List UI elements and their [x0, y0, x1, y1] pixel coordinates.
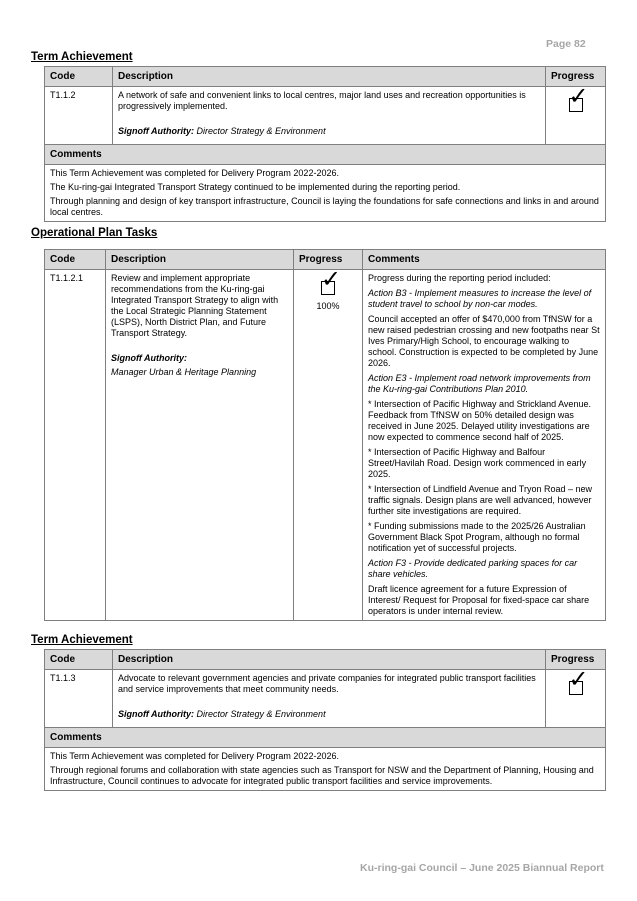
checked-checkbox-icon: ✓ — [568, 83, 589, 110]
comment-line: * Intersection of Lindfield Avenue and Tryon Road – new traffic signals. Design plans are well advanced, however further site investigations are required. — [368, 484, 592, 516]
comment-line: Through regional forums and collaboration with state agencies such as Transport for NSW and the Department of Planning, Housing and Infrastructure, Council continues to advocate for integrated public transport facilities and service improvements. — [50, 765, 594, 786]
term-achievement-heading-2: Term Achievement — [31, 634, 133, 646]
code-header: Code — [45, 250, 106, 270]
progress-header: Progress — [546, 67, 606, 87]
table-row — [45, 270, 606, 621]
comments-cell — [363, 270, 606, 621]
signoff-label: Signoff Authority: — [111, 353, 187, 363]
comments-header: Comments — [45, 145, 606, 165]
table-row — [45, 87, 606, 145]
signoff — [118, 126, 540, 137]
comment-line: Council accepted an offer of $470,000 from TfNSW for a new raised pedestrian crossing and new footpaths near St Ives Primary/High School, to encourage walking to school. Construction is expected to be completed by June 2026. — [368, 314, 600, 368]
signoff-value: Director Strategy & Environment — [196, 126, 326, 136]
description-header: Description — [113, 67, 546, 87]
comment-line: The Ku-ring-gai Integrated Transport Strategy continued to be implemented during the reporting period. — [50, 182, 461, 192]
table-header-row — [45, 650, 606, 670]
operational-plan-table — [44, 249, 606, 621]
footer: Ku-ring-gai Council – June 2025 Biannual Report — [360, 862, 604, 874]
page-number: Page 82 — [546, 38, 586, 50]
comment-line: This Term Achievement was completed for Delivery Program 2022-2026. — [50, 168, 339, 178]
checked-checkbox-icon: ✓ — [568, 666, 589, 693]
signoff-label: Signoff Authority: — [118, 126, 194, 136]
description-cell — [106, 270, 294, 621]
comment-line: Progress during the reporting period included: — [368, 273, 551, 283]
progress-header: Progress — [294, 250, 363, 270]
comments-header: Comments — [363, 250, 606, 270]
description-header: Description — [113, 650, 546, 670]
progress-header: Progress — [546, 650, 606, 670]
signoff-value: Manager Urban & Heritage Planning — [111, 367, 257, 377]
term-achievement-table-1 — [44, 66, 606, 222]
comment-line: * Funding submissions made to the 2025/26 Australian Government Black Spot Program, although no formal notification yet of successful projects. — [368, 521, 586, 553]
progress-cell — [546, 83, 606, 145]
description-cell — [113, 87, 546, 145]
signoff-value: Director Strategy & Environment — [196, 709, 326, 719]
description-header: Description — [106, 250, 294, 270]
code-cell: T1.1.2.1 — [45, 270, 106, 621]
comments-row — [45, 165, 606, 222]
comment-line: * Intersection of Pacific Highway and Strickland Avenue. Feedback from TfNSW on 50% detailed design was received in June 2025. Delayed utility investigations are now expected to commence second half of 2025. — [368, 399, 591, 442]
comment-line: Action F3 - Provide dedicated parking spaces for car share vehicles. — [368, 558, 578, 579]
checked-checkbox-icon: ✓ — [321, 266, 342, 293]
code-header: Code — [45, 650, 113, 670]
term-achievement-table-2 — [44, 649, 606, 791]
comments-cell — [45, 165, 606, 222]
table-header-row — [45, 67, 606, 87]
comments-header-row — [45, 728, 606, 748]
comment-line: Action B3 - Implement measures to increase the level of student travel to school by non-car modes. — [368, 288, 592, 309]
comment-line: Through planning and design of key transport infrastructure, Council is laying the foundations for safe connections and links in and around local centres. — [50, 196, 599, 217]
description-cell — [113, 670, 546, 728]
code-header: Code — [45, 67, 113, 87]
progress-cell — [294, 266, 363, 621]
description-text: Advocate to relevant government agencies and private companies for integrated public transport facilities and service improvements that meet community needs. — [118, 673, 536, 694]
operational-plan-heading: Operational Plan Tasks — [31, 227, 158, 239]
progress-percent: 100% — [316, 301, 340, 311]
comment-line: Action E3 - Implement road network improvements from the Ku-ring-gai Contributions Plan 2010. — [368, 373, 591, 394]
code-cell: T1.1.3 — [45, 670, 113, 728]
description-text: A network of safe and convenient links to local centres, major land uses and recreation opportunities is progressively implemented. — [118, 90, 526, 111]
table-row — [45, 670, 606, 728]
comments-header: Comments — [45, 728, 606, 748]
comments-header-row — [45, 145, 606, 165]
comment-line: * Intersection of Pacific Highway and Balfour Street/Havilah Road. Design work commenced in early 2025. — [368, 447, 587, 479]
comments-row — [45, 748, 606, 791]
signoff — [118, 709, 540, 720]
comment-line: Draft licence agreement for a future Expression of Interest/ Request for Proposal for fixed-space car share operators is under internal review. — [368, 584, 590, 616]
code-cell: T1.1.2 — [45, 87, 113, 145]
term-achievement-heading-1: Term Achievement — [31, 51, 133, 63]
comments-cell — [45, 748, 606, 791]
signoff-label: Signoff Authority: — [118, 709, 194, 719]
progress-cell — [546, 666, 606, 728]
description-text: Review and implement appropriate recommendations from the Ku-ring-gai Integrated Transport Strategy to align with the Local Strategic Planning Statement (LSPS), North District Plan, and Future Transport Strategy. — [111, 273, 279, 338]
comment-line: This Term Achievement was completed for Delivery Program 2022-2026. — [50, 751, 339, 761]
